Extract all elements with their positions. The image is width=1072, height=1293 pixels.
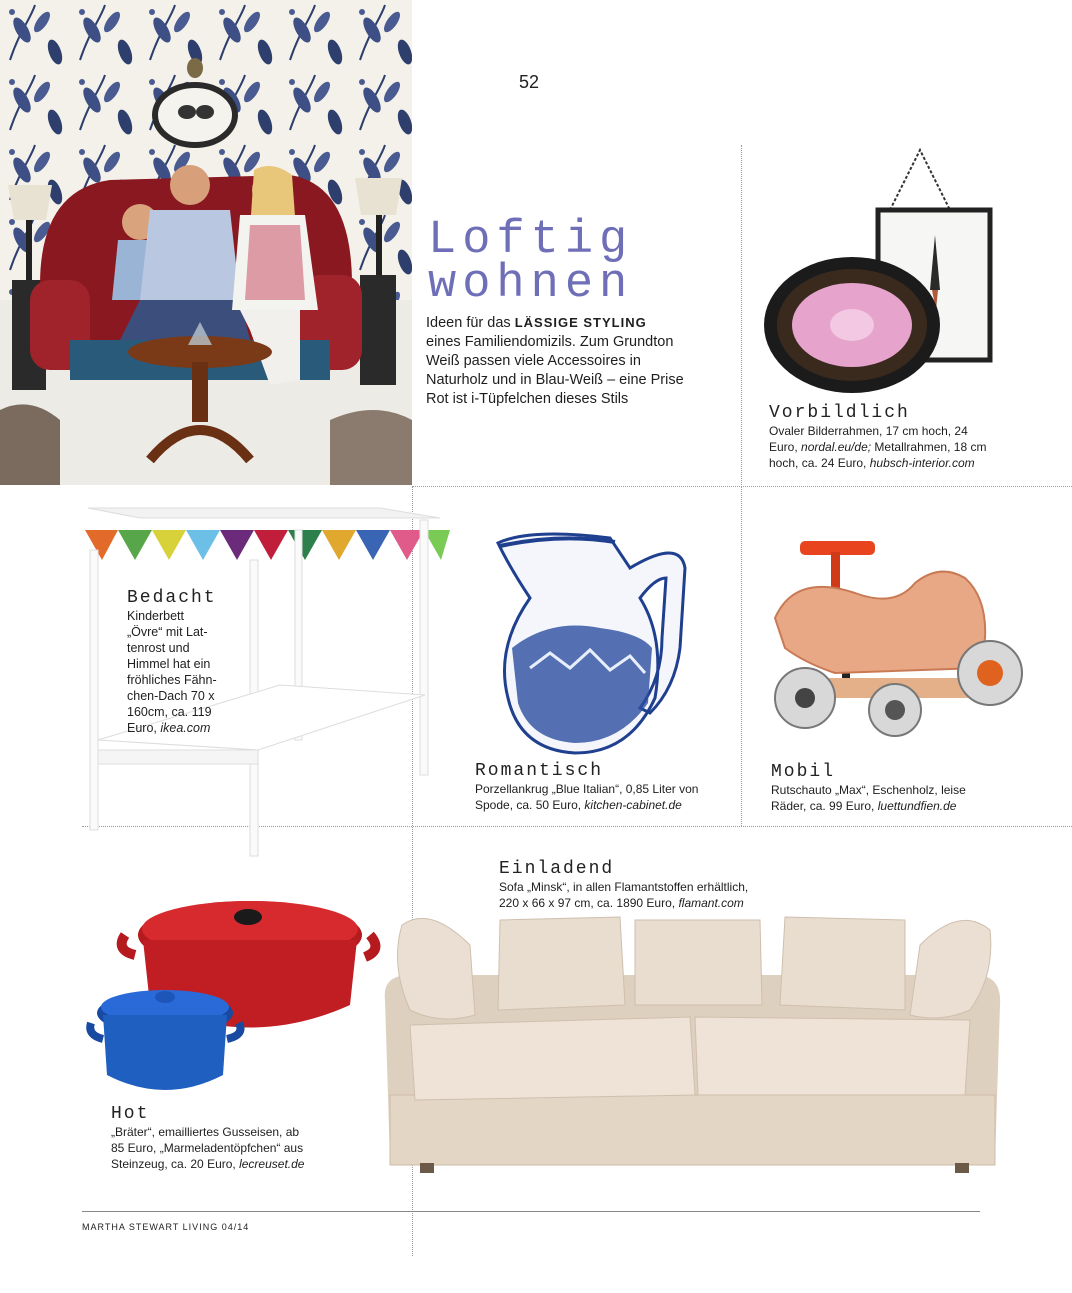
bedacht-line3: tenrost und	[127, 641, 190, 655]
intro-text-line3: Weiß passen viele Accessoires in	[426, 353, 641, 369]
hot-line2: 85 Euro, „Marmeladentöpfchen“ aus	[111, 1141, 304, 1155]
bedacht-line5: fröhliches Fähn-	[127, 673, 217, 687]
bedacht-heading: Bedacht	[127, 588, 217, 608]
vorbildlich-line3-a: hoch, ca. 24 Euro,	[769, 456, 870, 470]
bedacht-line1: Kinderbett	[127, 609, 184, 623]
vorbildlich-link-nordal[interactable]: nordal.eu/de;	[801, 440, 872, 454]
einladend-heading: Einladend	[499, 859, 615, 879]
hot-heading: Hot	[111, 1104, 150, 1124]
vorbildlich-line1: Ovaler Bilderrahmen, 17 cm hoch, 24	[769, 424, 968, 438]
family-photo-illustration	[0, 0, 412, 485]
intro-text-bold: LÄSSIGE STYLING	[514, 315, 647, 330]
bedacht-line8-a: Euro,	[127, 721, 161, 735]
jug-image	[490, 528, 710, 758]
picture-frames-image	[760, 140, 1060, 410]
divider-h-1	[412, 486, 1072, 487]
bedacht-line2: „Övre“ mit Lat-	[127, 625, 208, 639]
page-number: 52	[519, 72, 540, 92]
sofa-illustration	[380, 905, 1005, 1175]
bedacht-line6: chen-Dach 70 x	[127, 689, 215, 703]
intro-text-line5: Rot ist i-Tüpfelchen dieses Stils	[426, 391, 629, 407]
divider-v-mid-right	[741, 486, 742, 826]
family-photo	[0, 0, 412, 485]
ride-on-car-illustration	[765, 538, 1035, 748]
footer-rule	[82, 1211, 980, 1212]
vorbildlich-block	[769, 403, 1039, 471]
intro-text-line4: Naturholz und in Blau-Weiß – eine Prise	[426, 372, 684, 388]
hot-line3-a: Steinzeug, ca. 20 Euro,	[111, 1157, 240, 1171]
footer-text: MARTHA STEWART LIVING 04/14	[82, 1222, 250, 1232]
mobil-heading: Mobil	[771, 762, 836, 782]
romantisch-caption	[475, 781, 740, 813]
mobil-line2	[771, 798, 1041, 814]
intro-title-line1: Loftig	[428, 214, 634, 267]
romantisch-link-kitchen[interactable]: kitchen-cabinet.de	[584, 798, 682, 812]
jug-illustration	[490, 528, 710, 758]
intro-title-line2: wohnen	[428, 258, 634, 311]
mobil-block	[771, 762, 1041, 814]
bedacht-line7: 160cm, ca. 119	[127, 705, 212, 719]
intro-text-line1	[426, 313, 731, 333]
romantisch-block	[475, 761, 740, 813]
intro-text	[426, 313, 731, 409]
mobil-caption	[771, 782, 1041, 814]
einladend-block	[499, 859, 819, 911]
picture-frames-illustration	[760, 140, 1060, 410]
hot-line1: „Bräter“, emailliertes Gusseisen, ab	[111, 1125, 300, 1139]
ride-on-car-image	[765, 538, 1035, 748]
vorbildlich-link-hubsch[interactable]: hubsch-interior.com	[869, 456, 975, 470]
hot-caption	[111, 1124, 381, 1172]
einladend-line1: Sofa „Minsk“, in allen Flamantstoffen erhältlich,	[499, 880, 749, 894]
vorbildlich-heading: Vorbildlich	[769, 403, 910, 423]
romantisch-line1: Porzellankrug „Blue Italian“, 0,85 Liter von	[475, 782, 699, 796]
bedacht-caption	[127, 608, 257, 736]
mobil-line1: Rutschauto „Max“, Eschenholz, leise	[771, 783, 966, 797]
vorbildlich-line3	[769, 455, 1039, 471]
hot-block	[111, 1104, 381, 1172]
einladend-line2-a: 220 x 66 x 97 cm, ca. 1890 Euro,	[499, 896, 679, 910]
sofa-image	[380, 905, 1005, 1175]
einladend-link-flamant[interactable]: flamant.com	[678, 896, 744, 910]
vorbildlich-line2-a: Euro,	[769, 440, 802, 454]
intro-text-line2: eines Familiendomizils. Zum Grundton	[426, 334, 674, 350]
hot-line3	[111, 1156, 381, 1172]
vorbildlich-line2	[769, 439, 1039, 455]
pots-image	[85, 895, 385, 1100]
bedacht-link-ikea[interactable]: ikea.com	[160, 721, 211, 735]
hot-link-lecreuset[interactable]: lecreuset.de	[239, 1157, 305, 1171]
mobil-link-luett[interactable]: luettundfien.de	[877, 799, 957, 813]
bedacht-line4: Himmel hat ein	[127, 657, 211, 671]
bedacht-line8	[127, 720, 257, 736]
romantisch-line2-a: Spode, ca. 50 Euro,	[475, 798, 585, 812]
intro-text-lead: Ideen für das	[426, 315, 511, 331]
vorbildlich-caption	[769, 423, 1039, 471]
romantisch-line2	[475, 797, 740, 813]
divider-v-top	[741, 145, 742, 485]
intro-title	[428, 214, 634, 311]
romantisch-heading: Romantisch	[475, 761, 604, 781]
pots-illustration	[85, 895, 385, 1100]
mobil-line2-a: Räder, ca. 99 Euro,	[771, 799, 878, 813]
vorbildlich-line2-b: Metallrahmen, 18 cm	[871, 440, 987, 454]
bedacht-block	[127, 588, 257, 736]
